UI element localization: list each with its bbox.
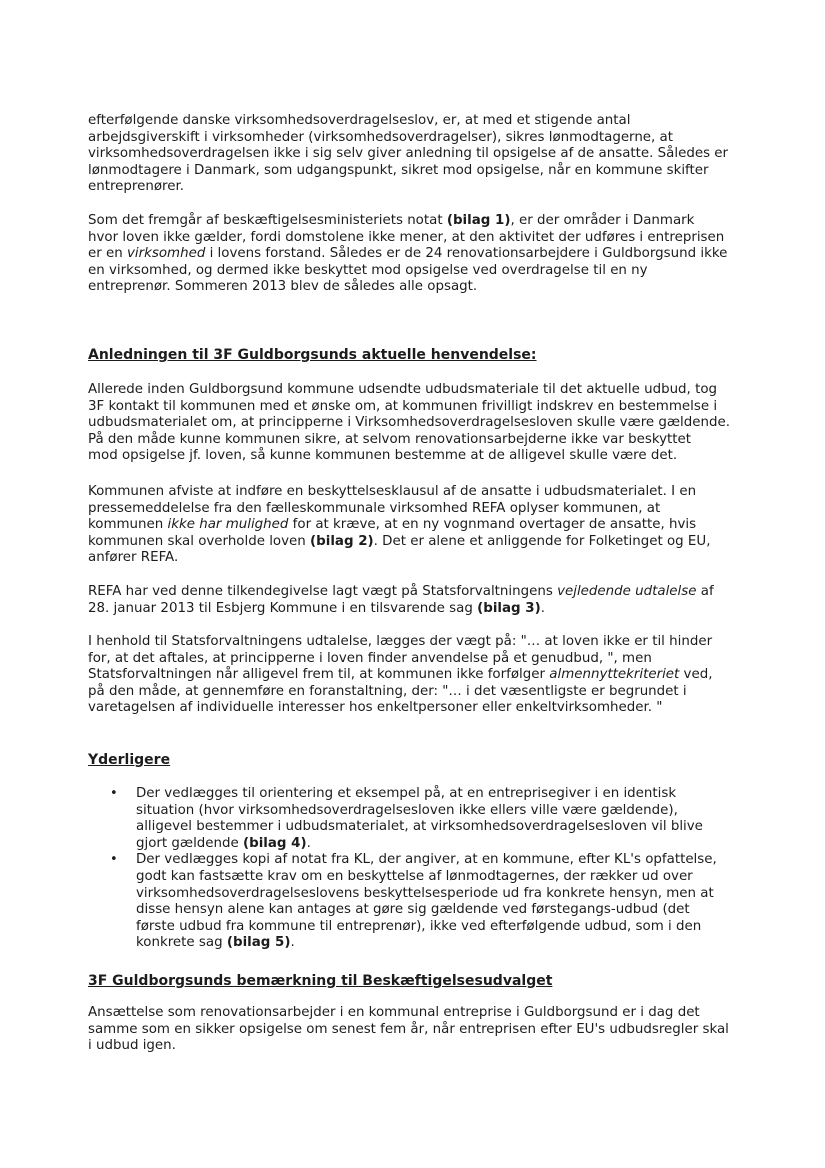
- paragraph-text: for at kræve, at en ny vognmand overtager de ansatte, hvis kommunen skal overholde loven: [88, 517, 697, 549]
- paragraph-statsforvaltning: [88, 634, 764, 717]
- paragraph-bilag-1: [88, 213, 764, 296]
- paragraph-text: i lovens forstand. Således er de 24 renovationsarbejdere i Guldborgsund ikke en virksomhed, og dermed ikke beskyttet mod opsigelse ved overdragelse til en ny entreprenør. Sommeren 2013 blev de således alle opsagt.: [88, 246, 728, 295]
- bullet-list: [110, 786, 764, 952]
- paragraph-text: Kommunen afviste at indføre en beskyttelsesklausul af de ansatte i udbudsmaterialet. I en pressemeddelelse fra den fælleskommunale virksomhed REFA oplyser kommunen, at kommunen: [88, 484, 697, 533]
- bilag-1-ref: (bilag 1): [446, 213, 511, 228]
- bullet-marker: •: [110, 786, 118, 801]
- section-heading-anledningen: Anledningen til 3F Guldborgsunds aktuelle henvendelse:: [88, 347, 537, 363]
- paragraph-conclusion: Ansættelse som renovationsarbejder i en kommunal entreprise i Guldborgsund er i dag det samme som en sikker opsigelse om senest fem år, når entreprisen efter EU's udbudsregler skal i udbud igen.: [88, 1005, 729, 1054]
- list-item: [110, 852, 764, 952]
- list-item-text: Der vedlægges til orientering et eksempel på, at en entreprisegiver i en identisk situation (hvor virksomhedsoverdragelsesloven ikke ellers ville være gældende), alligevel bestemmer i udbudsmaterialet, at virksomhedsoverdragelsesloven vil blive gjort gældende: [136, 786, 703, 851]
- paragraph-text: ved, på den måde, at gennemføre en foranstaltning, der: "… i det væsentligste er begrundet i varetagelsen af individuelle interesser hos enkeltpersoner eller enkeltvirksomheder. ": [88, 667, 713, 716]
- bullet-marker: •: [110, 852, 118, 868]
- paragraph-text: , er der områder i Danmark hvor loven ikke gælder, fordi domstolene ikke mener, at den aktivitet der udføres i entreprisen er en: [88, 213, 725, 262]
- paragraph-3f-contact: Allerede inden Guldborgsund kommune udsendte udbudsmateriale til det aktuelle udbud, tog 3F kontakt til kommunen med et ønske om, at kommunen frivilligt indskrev en bestemmelse i udbudsmaterialet om, at principperne i Virksomhedsoverdragelsesloven skulle være gældende. På den måde kunne kommunen sikre, at selvom renovationsarbejderne ikke var beskyttet mod opsigelse jf. loven, så kunne kommunen bestemme at de alligevel skulle være det.: [88, 382, 730, 464]
- paragraph-refa: [88, 584, 764, 617]
- list-item-text: Der vedlægges kopi af notat fra KL, der angiver, at en kommune, efter KL's opfattelse, godt kan fastsætte krav om en beskyttelse af lønmodtagernes, der rækker ud over virksomhedsoverdragelseslovens beskyttelsesperiode ud fra konkrete hensyn, men at disse hensyn alene kan antages at gøre sig gældende ved førstegangs-udbud (det første udbud fra kommune til entreprenør), ikke ved efterfølgende udbud, som i den konkrete sag: [136, 852, 717, 951]
- paragraph-intro: efterfølgende danske virksomhedsoverdragelseslov, er, at med et stigende antal arbejdsgiverskift i virksomheder (virksomhedsoverdragelser), sikres lønmodtagerne, at virksomhedsoverdragelsen ikke i sig selv giver anledning til opsigelse af de ansatte. Således er lønmodtagere i Danmark, som udgangspunkt, sikret mod opsigelse, når en kommune skifter entreprenører.: [88, 113, 729, 195]
- subheading-yderligere: Yderligere: [88, 752, 171, 768]
- emphasis-text: virksomhed: [126, 246, 206, 262]
- section-heading-bemaerkning: 3F Guldborgsunds bemærkning til Beskæftigelsesudvalget: [88, 973, 553, 989]
- list-item-text: .: [290, 935, 295, 951]
- paragraph-text: .: [540, 600, 545, 616]
- paragraph-text: . Det er alene et anliggende for Folketinget og EU, anfører REFA.: [88, 533, 711, 566]
- paragraph-kommunen-afviste: [88, 484, 764, 567]
- paragraph-text: REFA har ved denne tilkendegivelse lagt vægt på Statsforvaltningens: [88, 584, 558, 599]
- paragraph-text: I henhold til Statsforvaltningens udtalelse, lægges der vægt på: "… at loven ikke er til hinder for, at det aftales, at principperne i loven finder anvendelse på et genudbud, ", men Statsforvaltningen når alligevel frem til, at kommunen ikke forfølger: [88, 634, 713, 683]
- paragraph-text: af 28. januar 2013 til Esbjerg Kommune i en tilsvarende sag: [88, 584, 714, 616]
- bilag-3-ref: (bilag 3): [477, 600, 541, 616]
- list-item: [110, 786, 764, 852]
- emphasis-text: ikke har mulighed: [167, 517, 289, 533]
- bilag-2-ref: (bilag 2): [310, 533, 374, 549]
- emphasis-text: almennyttekriteriet: [549, 667, 680, 683]
- paragraph-text: Som det fremgår af beskæftigelsesministeriets notat: [88, 213, 447, 228]
- bilag-4-ref: (bilag 4): [243, 835, 307, 851]
- bilag-5-ref: (bilag 5): [226, 935, 291, 951]
- emphasis-text: vejledende udtalelse: [557, 584, 697, 599]
- list-item-text: .: [306, 835, 311, 851]
